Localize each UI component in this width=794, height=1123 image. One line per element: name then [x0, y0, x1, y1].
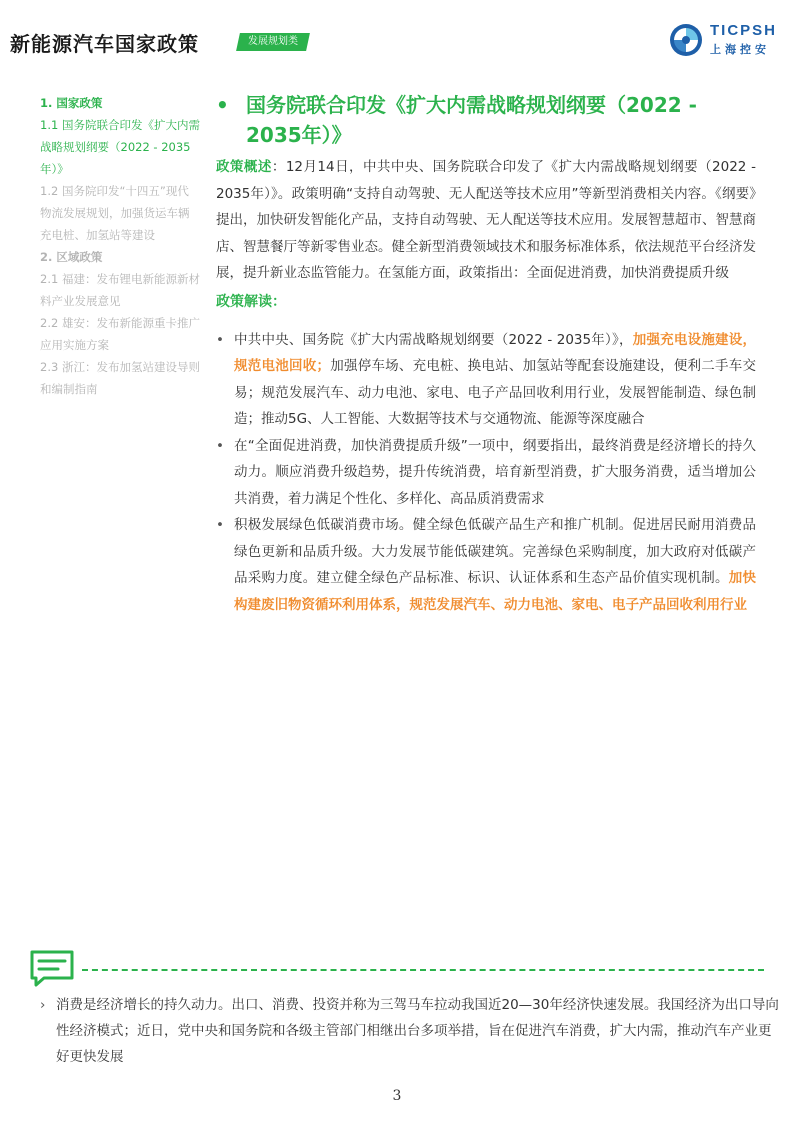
bullet-text-cont: 加强停车场、充电桩、换电站、加氢站等配套设施建设，便利二手车交易；规范发展汽车、动力电池、家电、电子产品回收利用行业，发展智能制造、绿色制造；推动5G、人工智能、大数据等技术与交通物流、能源等深度融合 — [234, 358, 757, 427]
message-icon — [28, 948, 76, 988]
list-item — [216, 512, 756, 618]
bullet-highlight: 加强充电设施建设，规范电池回收； — [234, 331, 757, 374]
toc-item-regional-policy[interactable]: 2. 区域政策 — [40, 250, 103, 264]
section-heading-text: 国务院联合印发《扩大内需战略规划纲要（2022 - 2035年）》 — [246, 93, 697, 147]
page-number: 3 — [392, 1088, 402, 1104]
summary-note-text: 消费是经济增长的持久动力。出口、消费、投资并称为三驾马车拉动我国近20—30年经济快速发展。我国经济为出口导向性经济模式；近日，党中央和国务院和各级主管部门相继出台多项举措，旨在促进汽车消费，扩大内需，推动汽车产业更好更快发展 — [56, 997, 779, 1065]
logo-wordmark: TICPSH — [710, 22, 778, 39]
list-item — [216, 327, 756, 433]
toc-item-national-policy[interactable]: 1. 国家政策 — [40, 96, 103, 110]
bullet-text: 中共中央、国务院《扩大内需战略规划纲要（2022 - 2035年）》， — [234, 331, 633, 348]
category-tag — [236, 33, 310, 51]
company-logo — [668, 20, 788, 60]
policy-overview — [216, 154, 756, 287]
overview-colon: ： — [271, 159, 286, 175]
logo-subtitle: 上海控安 — [710, 43, 770, 56]
logo-swirl-icon — [668, 22, 704, 58]
toc-item-2-3[interactable]: 2.3 浙江：发布加氢站建设导则和编制指南 — [40, 360, 200, 396]
dashed-divider — [82, 969, 764, 971]
toc-item-1-1[interactable]: 1.1 国务院联合印发《扩大内需战略规划纲要（2022 - 2035年）》 — [40, 118, 200, 176]
table-of-contents — [40, 92, 200, 400]
main-content — [216, 90, 756, 618]
chevron-right-icon: › — [40, 997, 46, 1013]
bullet-text: 在“全面促进消费，加快消费提质升级”一项中，纲要指出，最终消费是经济增长的持久动力。顺应消费升级趋势，提升传统消费，培育新型消费，扩大服务消费，适当增加公共消费，着力满足个性化、多样化、高品质消费需求 — [234, 437, 756, 507]
page-title: 新能源汽车国家政策 — [10, 32, 199, 56]
interpretation-list — [216, 327, 756, 619]
overview-label: 政策概述 — [216, 159, 272, 175]
bullet-highlight: 加快构建废旧物资循环利用体系，规范发展汽车、动力电池、家电、电子产品回收利用行业 — [234, 570, 757, 613]
toc-item-2-2[interactable]: 2.2 雄安：发布新能源重卡推广应用实施方案 — [40, 316, 200, 352]
list-item — [216, 433, 756, 513]
toc-item-2-1[interactable]: 2.1 福建：发布锂电新能源新材料产业发展意见 — [40, 272, 200, 308]
summary-note — [40, 992, 780, 1070]
section-heading — [216, 90, 756, 150]
bullet-text: 积极发展绿色低碳消费市场。健全绿色低碳产品生产和推广机制。促进居民耐用消费品绿色更新和品质升级。大力发展节能低碳建筑。完善绿色采购制度，加大政府对低碳产品采购力度。建立健全绿色产品标准、标识、认证体系和生态产品价值实现机制。 — [234, 517, 756, 586]
interpretation-label: 政策解读： — [216, 293, 286, 310]
category-tag-label: 发展规划类 — [248, 36, 298, 47]
heading-bullet: • — [216, 93, 229, 117]
overview-text: 12月14日，中共中央、国务院联合印发了《扩大内需战略规划纲要（2022 - 2035年）》。政策明确“支持自动驾驶、无人配送等技术应用”等新型消费相关内容。《纲要》提出，加快研发智能化产品，支持自动驾驶、无人配送等技术应用。发展智慧超市、智慧商店、智慧餐厅等新零售业态。健全新型消费领域技术和服务标准体系，依法规范平台经济发展，提升新业态监管能力。在氢能方面，政策指出：全面促进消费，加快消费提质升级 — [216, 159, 757, 281]
toc-item-1-2[interactable]: 1.2 国务院印发“十四五”现代物流发展规划，加强货运车辆充电桩、加氢站等建设 — [40, 184, 190, 242]
